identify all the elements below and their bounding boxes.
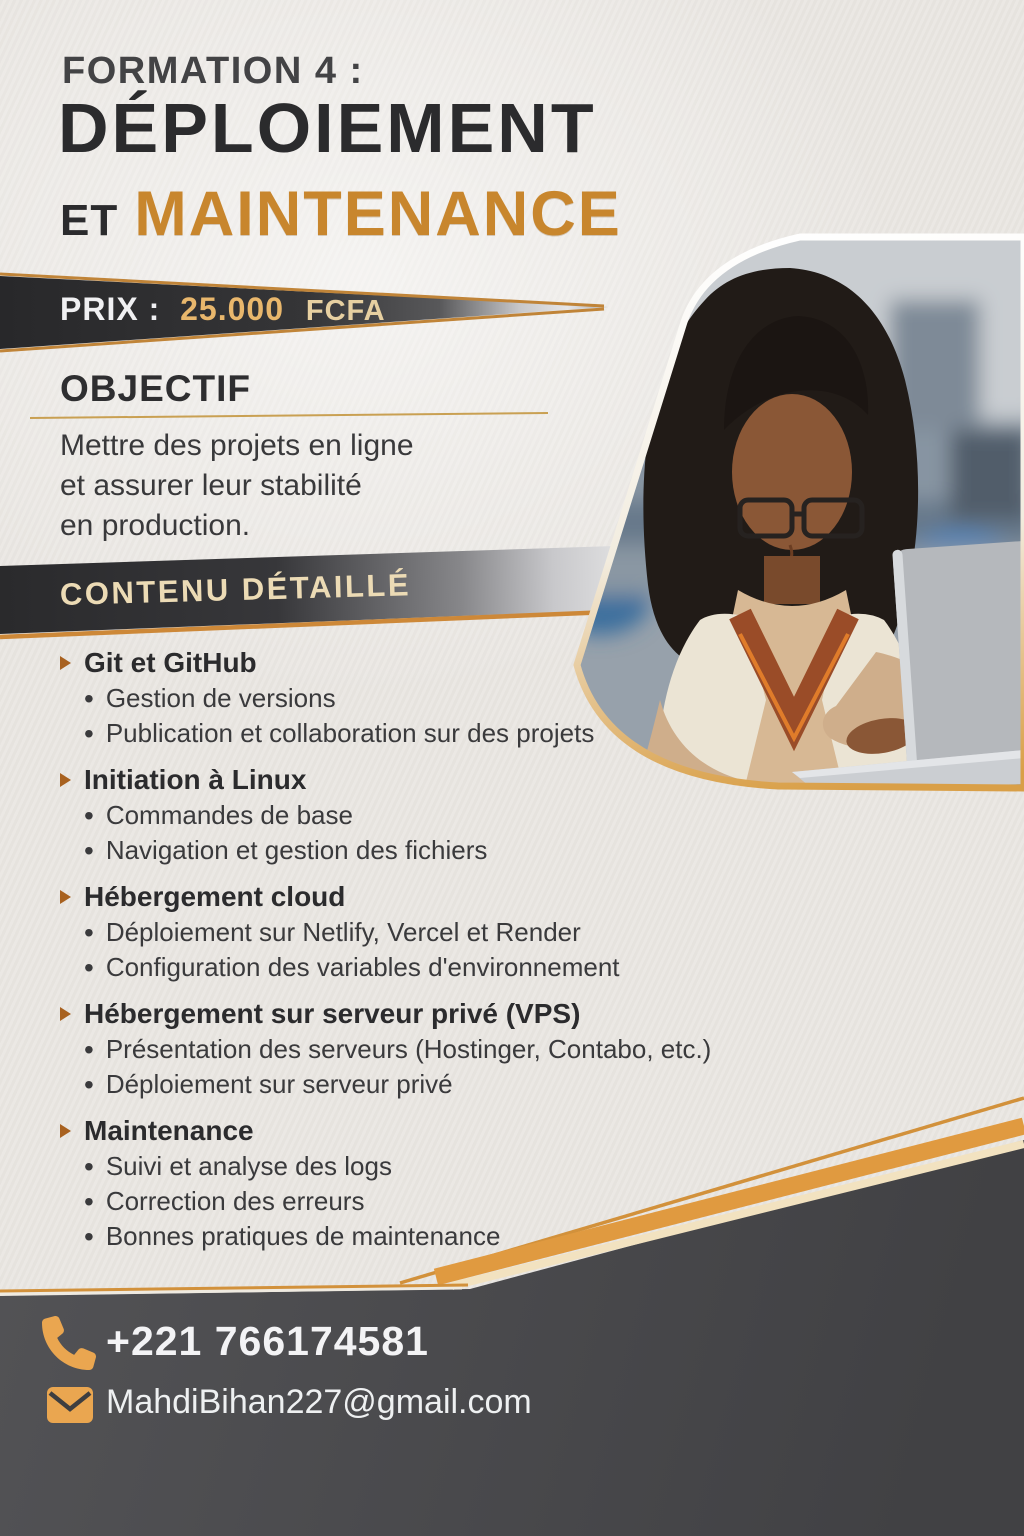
page-title: DÉPLOIEMENT: [58, 89, 597, 167]
content-section-title: Maintenance: [84, 1114, 254, 1146]
phone-number: +221 766174581: [106, 1318, 429, 1364]
content-subitem: [60, 1067, 700, 1102]
content-subitem: [60, 1149, 700, 1184]
price-currency: FCFA: [305, 295, 386, 327]
content-section-title: Hébergement sur serveur privé (VPS): [84, 997, 581, 1029]
title-prefix: ET: [60, 196, 119, 245]
content-section-items: [60, 1149, 700, 1254]
content-subitem-label: Publication et collaboration sur des projets: [105, 718, 595, 748]
triangle-right-icon: [60, 890, 71, 904]
objectif-line: et assurer leur stabilité: [60, 469, 362, 502]
objectif-line: en production.: [60, 509, 251, 542]
content-section-items: [60, 915, 700, 985]
content-section: [60, 1112, 700, 1254]
content-subitem: [60, 716, 700, 751]
objectif-heading: OBJECTIF: [60, 368, 251, 409]
content-section-items: [60, 1032, 712, 1102]
title-highlight: MAINTENANCE: [134, 179, 622, 249]
content-list: [60, 644, 712, 1264]
content-subitem: [60, 915, 700, 950]
content-subitem-label: Suivi et analyse des logs: [105, 1151, 392, 1181]
content-subitem: [60, 1219, 700, 1254]
content-subitem-label: Déploiement sur Netlify, Vercel et Render: [105, 917, 581, 947]
content-subitem-label: Configuration des variables d'environnement: [105, 952, 620, 982]
price-amount: 25.000: [180, 291, 284, 327]
content-heading: CONTENU DÉTAILLÉ: [59, 567, 412, 612]
price-line: [60, 291, 386, 328]
kicker: FORMATION 4 :: [62, 50, 364, 92]
content-section-title: Git et GitHub: [84, 646, 257, 678]
dot-bullet-icon: •: [84, 1150, 94, 1182]
triangle-right-icon: [60, 1007, 71, 1021]
content-section-header: [60, 878, 700, 915]
triangle-right-icon: [60, 773, 71, 787]
content-subitem: [60, 681, 700, 716]
objectif-underline: [30, 413, 548, 418]
content-section-items: [60, 798, 700, 868]
content-subitem: [60, 833, 700, 868]
content-section: [60, 644, 700, 751]
content-subitem: [60, 1184, 700, 1219]
objectif-line: Mettre des projets en ligne: [60, 429, 414, 462]
dot-bullet-icon: •: [84, 1220, 94, 1252]
content-section: [60, 878, 700, 985]
content-subitem: [60, 1032, 712, 1067]
triangle-right-icon: [60, 1124, 71, 1138]
dot-bullet-icon: •: [84, 682, 94, 714]
dot-bullet-icon: •: [84, 951, 94, 983]
content-section-title: Initiation à Linux: [84, 763, 307, 795]
objectif-text: [60, 426, 414, 546]
content-subitem: [60, 798, 700, 833]
content-subitem: [60, 950, 700, 985]
content-subitem-label: Correction des erreurs: [105, 1186, 365, 1216]
dot-bullet-icon: •: [84, 1033, 94, 1065]
triangle-right-icon: [60, 656, 71, 670]
content-subitem-label: Commandes de base: [105, 800, 353, 830]
content-subitem-label: Présentation des serveurs (Hostinger, Contabo, etc.): [105, 1034, 712, 1064]
dot-bullet-icon: •: [84, 834, 94, 866]
content-subitem-label: Déploiement sur serveur privé: [105, 1069, 453, 1099]
price-label: PRIX :: [60, 291, 161, 327]
phone-handset-icon: [42, 1316, 96, 1375]
content-section-header: [60, 644, 700, 681]
content-section-title: Hébergement cloud: [84, 880, 346, 912]
dot-bullet-icon: •: [84, 799, 94, 831]
dot-bullet-icon: •: [84, 916, 94, 948]
content-section-items: [60, 681, 700, 751]
content-section-header: [60, 761, 700, 798]
page-title-line2: [60, 178, 622, 250]
content-subitem-label: Bonnes pratiques de maintenance: [105, 1221, 501, 1251]
envelope-icon: [46, 1386, 94, 1429]
content-subitem-label: Navigation et gestion des fichiers: [105, 835, 488, 865]
content-section: [60, 995, 712, 1102]
dot-bullet-icon: •: [84, 1068, 94, 1100]
content-section: [60, 761, 700, 868]
content-subitem-label: Gestion de versions: [105, 683, 336, 713]
dot-bullet-icon: •: [84, 1185, 94, 1217]
email-address: MahdiBihan227@gmail.com: [106, 1383, 532, 1421]
content-section-header: [60, 1112, 700, 1149]
dot-bullet-icon: •: [84, 717, 94, 749]
content-section-header: [60, 995, 700, 1032]
